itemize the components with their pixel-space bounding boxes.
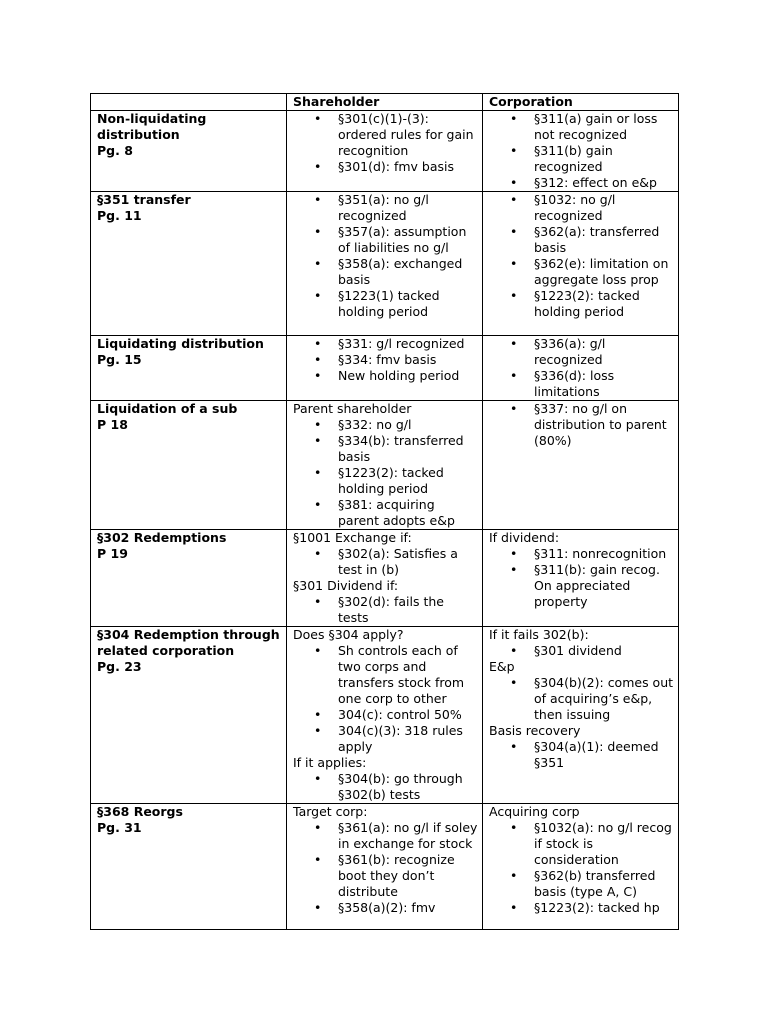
topic-cell: [91, 192, 287, 336]
topic-title: §304 Redemption through related corporation: [97, 627, 280, 658]
topic-title: §368 Reorgs: [97, 804, 183, 819]
bullet-item: • §337: no g/l on distribution to parent (80%): [534, 401, 674, 449]
bullet-list: [489, 643, 674, 659]
bullet-item: • §381: acquiring parent adopts e&p: [338, 497, 478, 529]
bullet-list: [293, 417, 478, 529]
bullet-item: • §362(a): transferred basis: [534, 224, 674, 256]
bullet-item: • §301(d): fmv basis: [338, 159, 478, 175]
bullet-list: [489, 739, 674, 771]
bullet-item: • §1223(1) tacked holding period: [338, 288, 478, 320]
cell-heading-text: Does §304 apply?: [293, 627, 404, 642]
cell-heading-text: If dividend:: [489, 530, 560, 545]
bullet-list: [489, 111, 674, 191]
topic-cell: [91, 530, 287, 627]
bullet-item: • §358(a)(2): fmv: [338, 900, 478, 916]
topic-page-ref: Pg. 8: [97, 143, 133, 158]
corporation-cell: [483, 530, 679, 627]
table-row: [91, 111, 679, 192]
bullet-item: • §336(d): loss limitations: [534, 368, 674, 400]
cell-heading-text: If it applies:: [293, 755, 367, 770]
outline-table: [90, 93, 679, 930]
table-body: [91, 111, 679, 930]
table-row: [91, 530, 679, 627]
corporation-cell: [483, 401, 679, 530]
cell-heading-text: Target corp:: [293, 804, 368, 819]
bullet-item: • 304(c)(3): 318 rules apply: [338, 723, 478, 755]
bullet-list: [293, 192, 478, 320]
bullet-item: • §304(a)(1): deemed §351: [534, 739, 674, 771]
bullet-item: • §334(b): transferred basis: [338, 433, 478, 465]
bullet-item: • §312: effect on e&p: [534, 175, 674, 191]
topic-page-ref: Pg. 23: [97, 659, 142, 674]
bullet-item: • §311(b): gain recog. On appreciated property: [534, 562, 674, 610]
bullet-item: • §357(a): assumption of liabilities no g/l: [338, 224, 478, 256]
topic-title: §302 Redemptions: [97, 530, 227, 545]
bullet-item: • Sh controls each of two corps and transfers stock from one corp to other: [338, 643, 478, 707]
bullet-item: • §362(e): limitation on aggregate loss prop: [534, 256, 674, 288]
bullet-list: [293, 771, 478, 803]
topic-cell: [91, 804, 287, 930]
bullet-list: [293, 111, 478, 175]
bullet-item: • §1223(2): tacked holding period: [338, 465, 478, 497]
bullet-item: • §331: g/l recognized: [338, 336, 478, 352]
topic-title: Liquidation of a sub: [97, 401, 238, 416]
bullet-item: • §302(d): fails the tests: [338, 594, 478, 626]
bullet-item: • §358(a): exchanged basis: [338, 256, 478, 288]
corporation-cell: [483, 111, 679, 192]
bullet-list: [489, 820, 674, 916]
bullet-list: [293, 546, 478, 578]
bullet-item: • 304(c): control 50%: [338, 707, 478, 723]
bullet-item: • §311(a) gain or loss not recognized: [534, 111, 674, 143]
table-row: [91, 804, 679, 930]
topic-title: Non-liquidating distribution: [97, 111, 207, 142]
cell-heading-text: If it fails 302(b):: [489, 627, 589, 642]
table-row: [91, 627, 679, 804]
bullet-item: • §332: no g/l: [338, 417, 478, 433]
topic-page-ref: Pg. 11: [97, 208, 142, 223]
table-row: [91, 401, 679, 530]
bullet-item: • §1223(2): tacked hp: [534, 900, 674, 916]
corporation-cell: [483, 192, 679, 336]
shareholder-cell: [287, 401, 483, 530]
corporation-cell: [483, 804, 679, 930]
topic-page-ref: Pg. 15: [97, 352, 142, 367]
corporation-cell: [483, 627, 679, 804]
table-row: [91, 336, 679, 401]
header-cell-topic: [91, 94, 287, 111]
bullet-list: [489, 546, 674, 610]
bullet-item: • §362(b) transferred basis (type A, C): [534, 868, 674, 900]
topic-cell: [91, 336, 287, 401]
shareholder-cell: [287, 192, 483, 336]
bullet-list: [293, 594, 478, 626]
corporation-cell: [483, 336, 679, 401]
cell-heading-text: Acquiring corp: [489, 804, 580, 819]
bullet-item: • §311(b) gain recognized: [534, 143, 674, 175]
topic-page-ref: P 18: [97, 417, 128, 432]
bullet-list: [293, 643, 478, 755]
shareholder-cell: [287, 627, 483, 804]
header-row: [91, 94, 679, 111]
bullet-item: • §304(b)(2): comes out of acquiring’s e&p, then issuing: [534, 675, 674, 723]
bullet-item: • §336(a): g/l recognized: [534, 336, 674, 368]
bullet-list: [293, 820, 478, 916]
topic-title: Liquidating distribution: [97, 336, 264, 351]
topic-page-ref: Pg. 31: [97, 820, 142, 835]
bullet-item: • §302(a): Satisfies a test in (b): [338, 546, 478, 578]
topic-cell: [91, 111, 287, 192]
topic-cell: [91, 627, 287, 804]
bullet-list: [489, 401, 674, 449]
table-row: [91, 192, 679, 336]
bullet-list: [489, 336, 674, 400]
bullet-item: • §1032(a): no g/l recog if stock is consideration: [534, 820, 674, 868]
bullet-list: [489, 675, 674, 723]
bullet-item: • §311: nonrecognition: [534, 546, 674, 562]
bullet-item: • §304(b): go through §302(b) tests: [338, 771, 478, 803]
topic-title: §351 transfer: [97, 192, 191, 207]
bullet-item: • §301(c)(1)-(3): ordered rules for gain recognition: [338, 111, 478, 159]
topic-page-ref: P 19: [97, 546, 128, 561]
cell-heading-text: Parent shareholder: [293, 401, 412, 416]
bullet-item: • §1032: no g/l recognized: [534, 192, 674, 224]
shareholder-cell: [287, 111, 483, 192]
shareholder-cell: [287, 530, 483, 627]
cell-heading-text: §1001 Exchange if:: [293, 530, 412, 545]
cell-heading-text: Basis recovery: [489, 723, 581, 738]
bullet-item: • §361(b): recognize boot they don’t distribute: [338, 852, 478, 900]
shareholder-cell: [287, 336, 483, 401]
bullet-list: [293, 336, 478, 384]
topic-cell: [91, 401, 287, 530]
bullet-item: • §334: fmv basis: [338, 352, 478, 368]
header-cell-corporation: Corporation: [483, 94, 679, 111]
shareholder-cell: [287, 804, 483, 930]
bullet-item: • §1223(2): tacked holding period: [534, 288, 674, 320]
bullet-item: • §361(a): no g/l if soley in exchange for stock: [338, 820, 478, 852]
header-cell-shareholder: Shareholder: [287, 94, 483, 111]
bullet-item: • New holding period: [338, 368, 478, 384]
bullet-item: • §351(a): no g/l recognized: [338, 192, 478, 224]
cell-heading-text: §301 Dividend if:: [293, 578, 399, 593]
bullet-item: • §301 dividend: [534, 643, 674, 659]
bullet-list: [489, 192, 674, 320]
cell-heading-text: E&p: [489, 659, 515, 674]
